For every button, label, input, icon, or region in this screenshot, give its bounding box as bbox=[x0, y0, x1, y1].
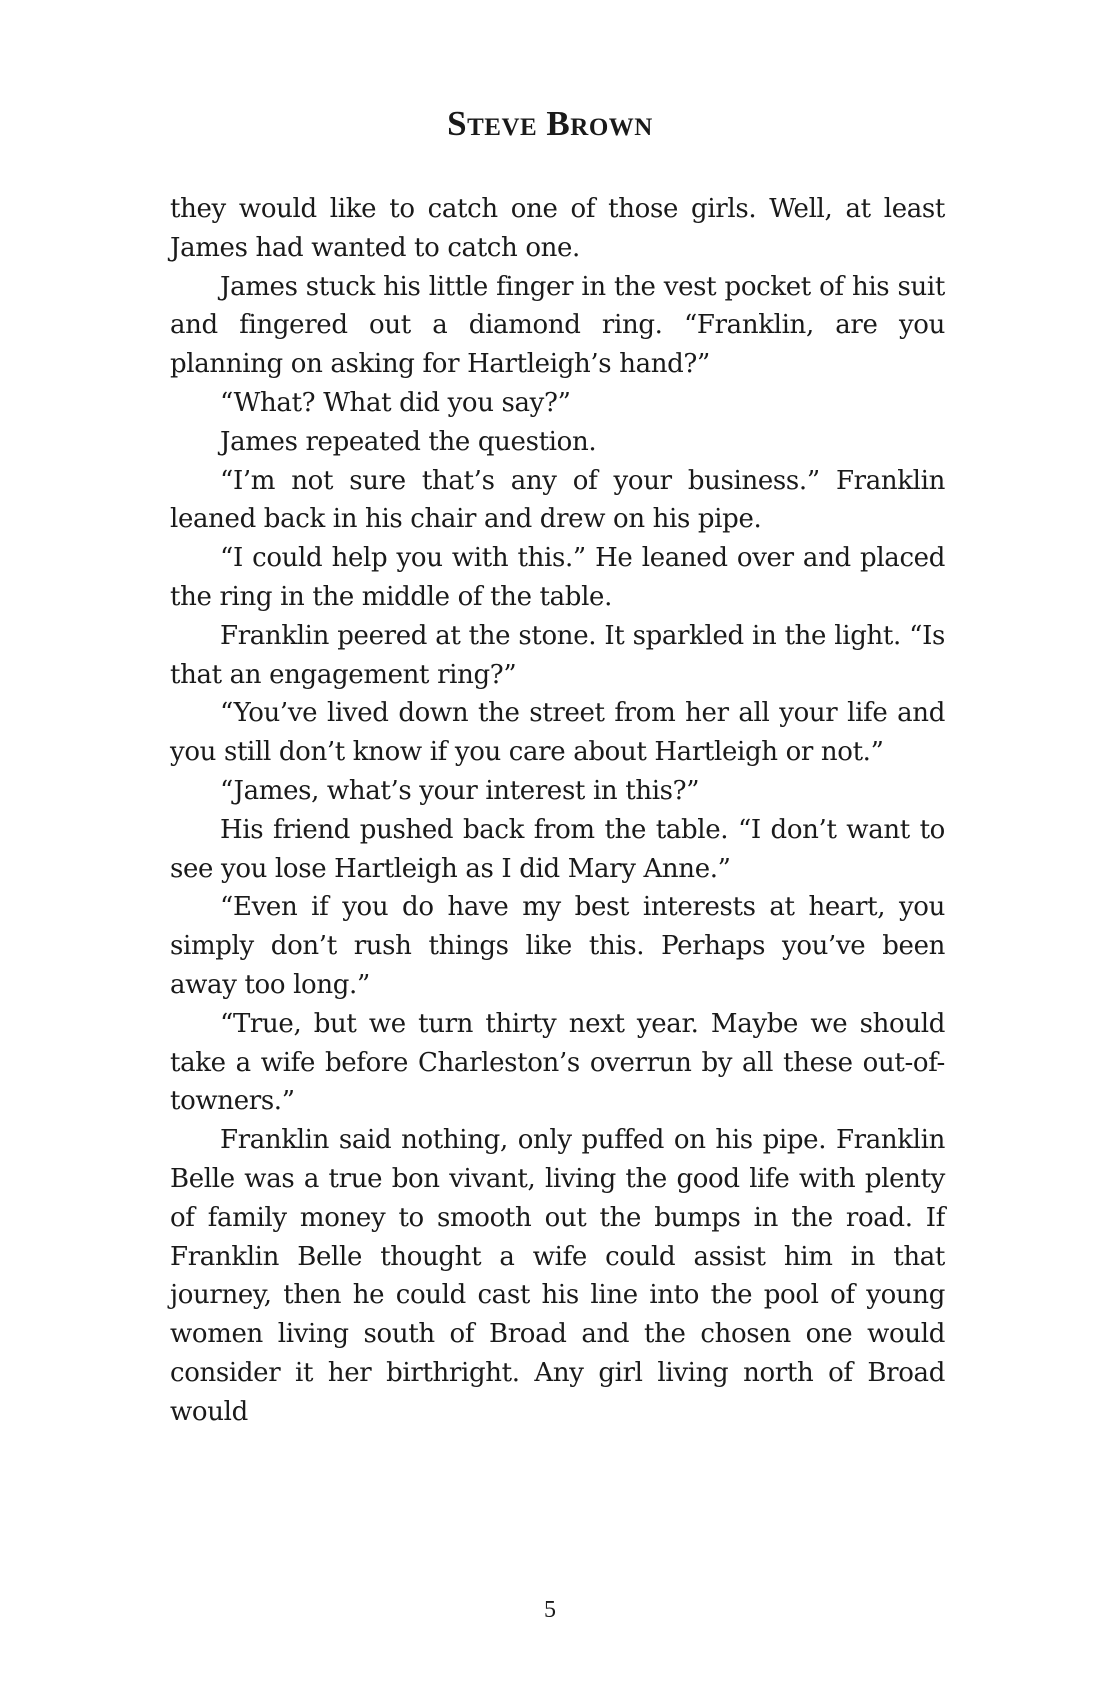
paragraph: James repeated the question. bbox=[220, 426, 597, 457]
paragraph: “You’ve lived down the street from her all your life and you still don’t know if you care about Hartleigh or not.” bbox=[170, 698, 945, 768]
page-number: 5 bbox=[544, 1597, 556, 1623]
paragraph: “I could help you with this.” He leaned over and placed the ring in the middle of the table. bbox=[170, 543, 945, 612]
paragraph: “James, what’s your interest in this?” bbox=[220, 775, 700, 806]
paragraph: “Even if you do have my best interests at heart, you simply don’t rush things like this. Perhaps you’ve been away too long.” bbox=[170, 892, 945, 1000]
body-text bbox=[170, 190, 945, 1432]
paragraph: they would like to catch one of those girls. Well, at least James had wanted to catch one. bbox=[170, 194, 945, 263]
paragraph: His friend pushed back from the table. “I don’t want to see you lose Hartleigh as I did Mary Anne.” bbox=[170, 814, 945, 884]
paragraph: James stuck his little finger in the vest pocket of his suit and fingered out a diamond ring. “Franklin, are you planning on asking for Hartleigh’s hand?” bbox=[170, 271, 945, 380]
paragraph: “What? What did you say?” bbox=[220, 387, 571, 418]
paragraph: Franklin peered at the stone. It sparkled in the light. “Is that an engagement ring?” bbox=[170, 620, 945, 690]
running-header: Steve Brown bbox=[447, 104, 653, 143]
paragraph: “I’m not sure that’s any of your business.” Franklin leaned back in his chair and drew on his pipe. bbox=[170, 465, 945, 535]
paragraph: “True, but we turn thirty next year. Maybe we should take a wife before Charleston’s overrun by all these out-of-towners.” bbox=[170, 1008, 945, 1117]
paragraph: Franklin said nothing, only puffed on his pipe. Franklin Belle was a true bon vivant, living the good life with plenty of family money to smooth out the bumps in the road. If Franklin Belle thought a wife could assist him in that journey, then he could cast his line into the pool of young women living south of Broad and the chosen one would consider it her birthright. Any girl living north of Broad would bbox=[170, 1125, 945, 1427]
